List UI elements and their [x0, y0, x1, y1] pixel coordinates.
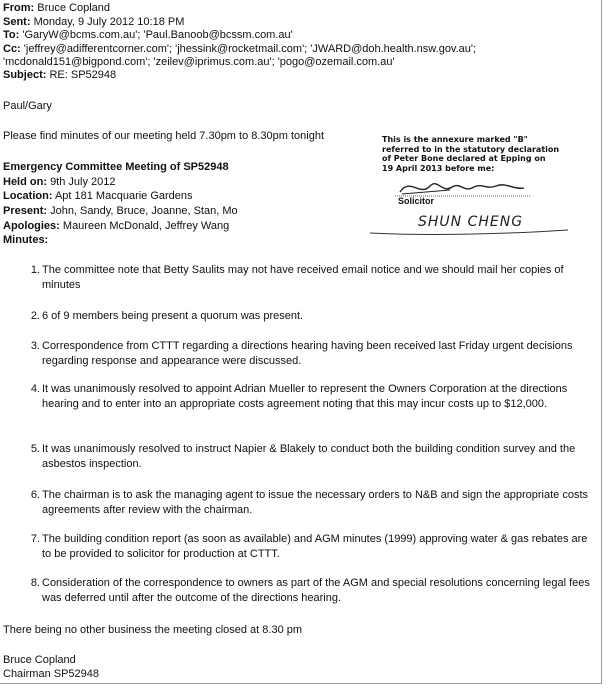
intro-text: Please find minutes of our meeting held 7.30pm to 8.30pm tonight — [3, 130, 325, 142]
to-label: To: — [3, 29, 20, 41]
annexure-line-3: of Peter Bone declared at Epping on — [382, 154, 546, 163]
held-on-line — [3, 176, 116, 188]
subject-value: RE: SP52948 — [49, 69, 117, 81]
present-line — [3, 205, 238, 217]
minute-text: Correspondence from CTTT regarding a directions hearing having been received last Friday urgent decisions regarding response and appearance were discussed. — [42, 340, 573, 367]
apologies-line — [3, 220, 229, 232]
minutes-label: Minutes: — [3, 234, 49, 246]
annexure-line-1: This is the annexure marked "B" — [382, 135, 528, 144]
minute-number: 5. — [30, 443, 40, 455]
minute-number: 7. — [30, 533, 40, 545]
cc-label: Cc: — [3, 43, 21, 55]
to-value: 'GaryW@bcms.com.au'; 'Paul.Banoob@bcssm.com.au' — [22, 29, 293, 41]
meeting-title: Emergency Committee Meeting of SP52948 — [3, 161, 229, 173]
email-subject-line — [3, 69, 116, 81]
minute-number: 4. — [30, 383, 40, 395]
minute-number: 1. — [30, 264, 40, 276]
closing-text: There being no other business the meeting closed at 8.30 pm — [3, 624, 303, 636]
email-from-line — [3, 2, 110, 14]
from-label: From: — [3, 2, 35, 14]
minute-number: 8. — [30, 577, 40, 589]
cc-value-2: 'mcdonald151@bigpond.com'; 'zeilev@iprimus.com.au'; 'pogo@ozemail.com.au' — [3, 56, 395, 68]
annexure-line-2: referred to in the statutory declaration — [382, 144, 560, 154]
minute-text: Consideration of the correspondence to owners as part of the AGM and special resolutions concerning legal fees was deferred until after the outcome of the directions hearing. — [42, 577, 590, 604]
sign-off-name: Bruce Copland — [3, 654, 76, 666]
email-sent-line — [3, 16, 184, 28]
annexure-stamp — [382, 135, 562, 173]
solicitor-handwritten-name: SHUN CHENG — [418, 214, 524, 230]
sent-value: Monday, 9 July 2012 10:18 PM — [33, 16, 185, 28]
solicitor-underline — [368, 224, 573, 238]
apologies-label: Apologies: — [3, 220, 60, 232]
email-cc-line — [3, 43, 476, 55]
subject-label: Subject: — [3, 69, 47, 81]
annexure-line-4: 19 April 2013 before me: — [382, 163, 495, 173]
cc-value-1: 'jeffrey@adifferentcorner.com'; 'jhessink@rocketmail.com'; 'JWARD@doh.health.nsw.gov.au'; — [23, 43, 477, 55]
minute-text: The committee note that Betty Saulits may not have received email notice and we should mail her copies of minutes — [42, 264, 564, 291]
sent-label: Sent: — [3, 16, 31, 28]
greeting: Paul/Gary — [3, 100, 52, 112]
minute-text: The chairman is to ask the managing agent to issue the necessary orders to N&B and sign the appropriate costs agreements after review with the chairman. — [42, 489, 589, 516]
email-cc-line-2 — [3, 56, 395, 68]
present-label: Present: — [3, 205, 48, 217]
present-value: John, Sandy, Bruce, Joanne, Stan, Mo — [50, 205, 238, 217]
from-value: Bruce Copland — [37, 2, 111, 14]
minute-number: 2. — [30, 310, 40, 322]
location-line — [3, 190, 193, 202]
minute-text: 6 of 9 members being present a quorum was present. — [42, 310, 304, 322]
held-value: 9th July 2012 — [50, 176, 116, 188]
solicitor-label: Solicitor — [398, 196, 435, 206]
email-to-line — [3, 29, 293, 41]
minute-text: The building condition report (as soon as available) and AGM minutes (1999) approving water & gas rebates are to be provided to solicitor for production at CTTT. — [42, 533, 588, 560]
location-label: Location: — [3, 190, 53, 202]
minute-text: It was unanimously resolved to appoint Adrian Mueller to represent the Owners Corporation at the directions hearing and to enter into an appropriate costs agreement noting that this may incur costs up to $12,000. — [42, 383, 568, 410]
location-value: Apt 181 Macquarie Gardens — [54, 190, 193, 202]
minute-number: 3. — [30, 340, 40, 352]
minute-text: It was unanimously resolved to instruct Napier & Blakely to conduct both the building condition survey and the asbestos inspection. — [42, 443, 576, 470]
minute-number: 6. — [30, 489, 40, 501]
held-label: Held on: — [3, 176, 47, 188]
sign-off-title: Chairman SP52948 — [3, 668, 100, 680]
apologies-value: Maureen McDonald, Jeffrey Wang — [62, 220, 230, 232]
